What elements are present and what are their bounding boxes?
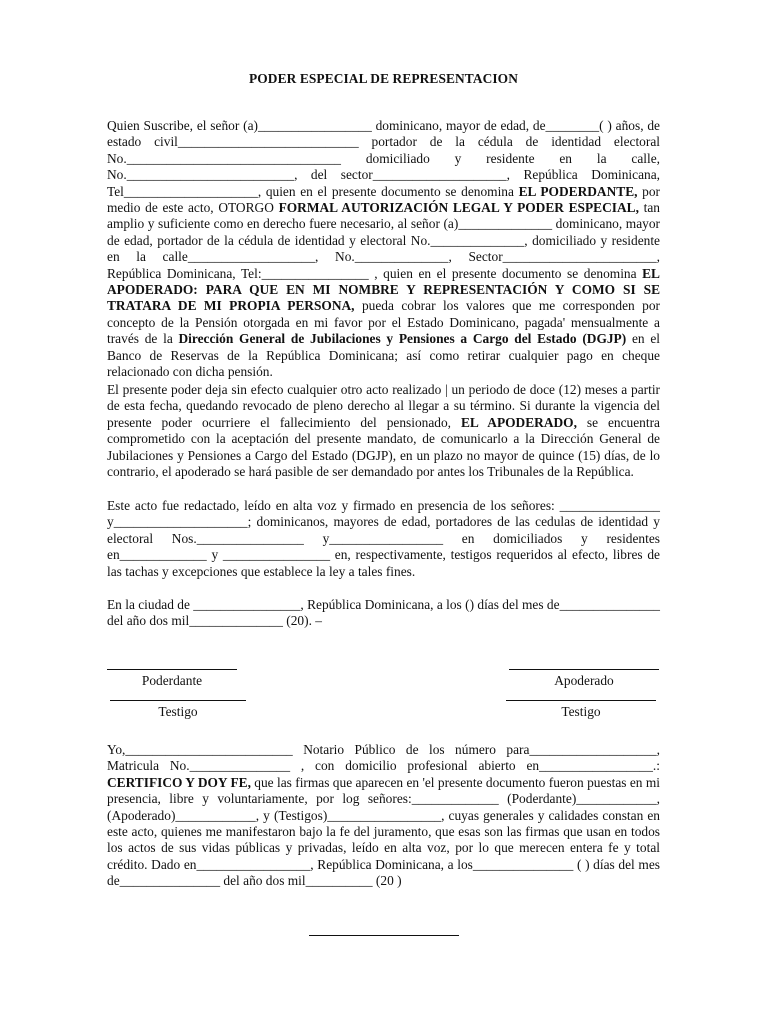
p5-text-a: Yo,_________________________ Notario Público de los número para___________________, Matricula No._______________ , con domicilio profesional abierto en_________________.: (107, 742, 660, 774)
signature-block-poderdante (107, 669, 237, 689)
p1-text-d: tan amplio y suficiente como en derecho fuere necesario, al señor (a)______________ dominicano, mayor de edad, portador de la cédula de identidad y electoral No.______________, domiciliado y residente en la calle___________________, No.______________, Sector_______________________, República Dominicana, Tel:________________ , quien en el presente documento se denomina (107, 200, 660, 281)
signature-line (506, 700, 656, 701)
signature-line (110, 700, 246, 701)
p1-text-f: en el Banco de Reservas de la República Dominicana; así como retirar cualquier pago en cheque relacionado con dicha pensión. (107, 331, 660, 380)
p1-bold-authorization: FORMAL AUTORIZACIÓN LEGAL Y PODER ESPECIAL, (278, 200, 639, 216)
signature-label-testigo-left: Testigo (158, 704, 198, 719)
signature-line (107, 669, 237, 670)
p1-bold-poderdante: EL PODERDANTE, (518, 183, 638, 199)
signature-line (509, 669, 659, 670)
p5-bold-certifico: CERTIFICO Y DOY FE, (107, 774, 251, 790)
signature-block-notary (309, 935, 459, 936)
signature-block-apoderado (509, 669, 659, 689)
p1-text-c: por medio de este acto, OTORGO (107, 183, 660, 216)
paragraph-notary-certification (107, 742, 660, 890)
p1-bold-apoderado: EL APODERADO: PARA QUE EN MI NOMBRE Y REPRESENTACIÓN Y COMO SI SE TRATARA DE MI PROPIA PERSONA, (107, 265, 660, 314)
p2-bold-apoderado: EL APODERADO, (460, 414, 577, 430)
signature-line (309, 935, 459, 936)
signature-block-testigo-right (506, 700, 656, 720)
paragraph-grant-of-power (107, 118, 660, 381)
paragraph-validity (107, 382, 660, 480)
paragraph-place-date: En la ciudad de ________________, República Dominicana, a los () días del mes de_______________ del año dos mil______________ (20). – (107, 597, 660, 629)
signature-label-poderdante: Poderdante (141, 673, 203, 688)
document-title: PODER ESPECIAL DE REPRESENTACION (249, 71, 518, 86)
p5-text-c: que las firmas que aparecen en 'el presente documento fueron puestas en mi presencia, libre y voluntariamente, por log señores:_____________ (Poderdante)____________, (Apoderado)____________, y (Testigos)_________________, cuyas generales y calidades constan en este acto, quienes me manifestaron bajo la fe del juramento, que esas son las firmas que usan en todos los actos de sus vidas públicas y privadas, leído en alta voz, por lo que merecen entera fe y total crédito. Dado en_________________, República Dominicana, a los_______________ ( ) días del mes de_______________ del año dos mil__________ (20 ) (107, 774, 660, 889)
signature-label-apoderado: Apoderado (554, 673, 614, 688)
p1-bold-dgjp: Dirección General de Jubilaciones y Pensiones a Cargo del Estado (DGJP) (178, 331, 627, 347)
paragraph-witnesses: Este acto fue redactado, leído en alta voz y firmado en presencia de los señores: _______________ y____________________; dominicanos, mayores de edad, portadores de las cedulas de identidad y electoral Nos.________________ y_________________ en domiciliados y residentes en_____________ y ________________ en, respectivamente, testigos requeridos al efecto, libres de las tachas y excepciones que establece la ley a tales fines. (107, 498, 660, 579)
signature-label-testigo-right: Testigo (561, 704, 601, 719)
signature-block-testigo-left (110, 700, 246, 720)
p2-text-a: El presente poder deja sin efecto cualquier otro acto realizado | un periodo de doce (12) meses a partir de esta fecha, quedando revocado de pleno derecho al llegar a su término. Si durante la vigencia del presente poder ocurriere el fallecimiento del pensionado, (107, 382, 660, 430)
p1-text-e: pueda cobrar los valores que me corresponden por concepto de la Pensión otorgada en mi favor por el Estado Dominicano, pagada' mensualmente a través de la (107, 298, 661, 347)
p1-text-a: Quien Suscribe, el señor (a)_________________ dominicano, mayor de edad, de________( ) años, de estado civil___________________________ portador de la cédula de identidad electoral No.________________________________ domiciliado y residente en la calle, No._________________________, del sector____________________, República Dominicana, Tel____________________, quien en el presente documento se denomina (107, 118, 660, 199)
p2-text-c: se encuentra comprometido con la aceptación del presente mandato, de comunicarlo a la Dirección General de Jubilaciones y Pensiones a Cargo del Estado (DGJP), en un plazo no mayor de quince (15) días, de lo contrario, el apoderado se hará pasible de ser demandado por antes los Tribunales de la República. (107, 414, 661, 480)
